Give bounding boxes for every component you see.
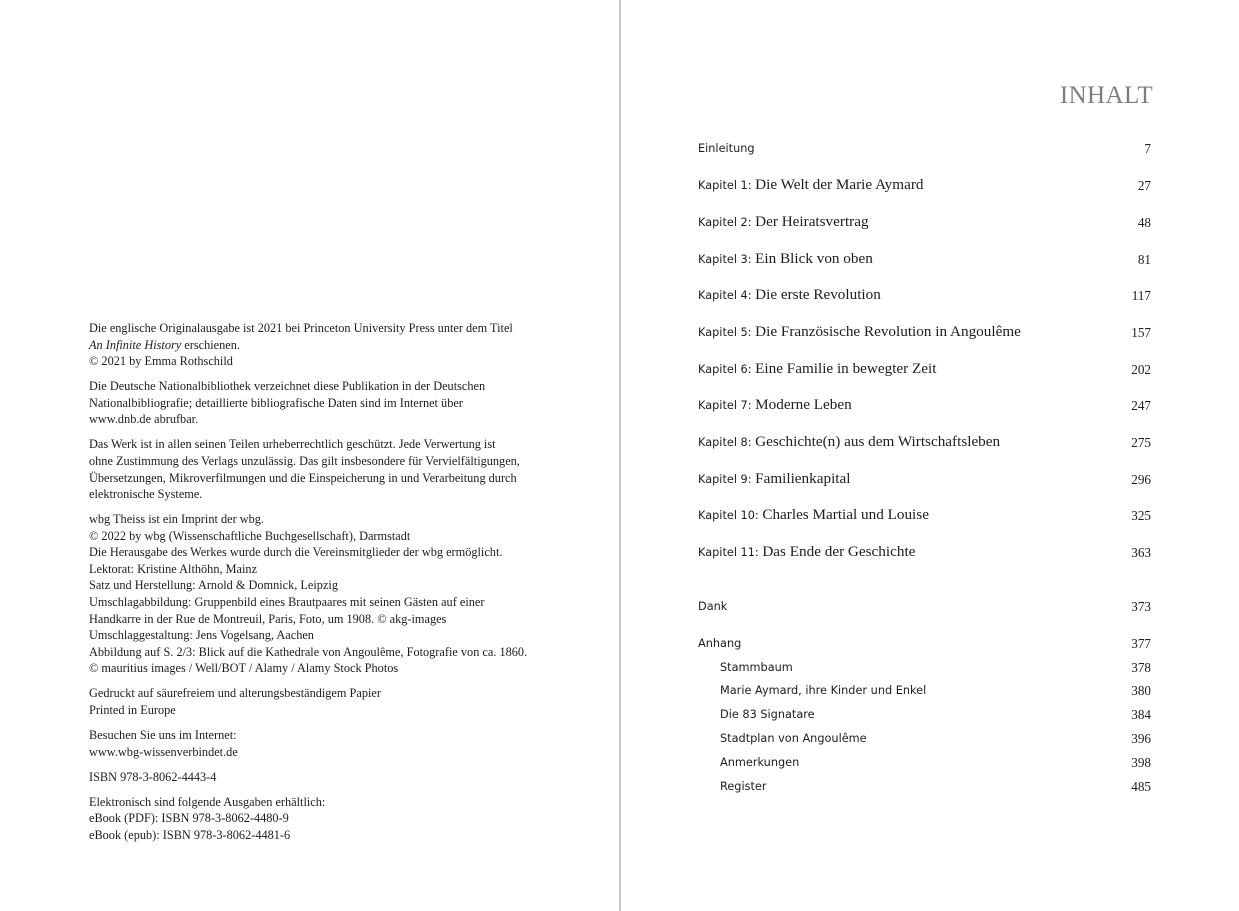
toc-entry-label: Einleitung bbox=[698, 142, 755, 155]
toc-page-number: 377 bbox=[1131, 636, 1151, 651]
printing-block bbox=[89, 685, 559, 718]
toc-subentry-label: Stammbaum bbox=[720, 661, 793, 674]
toc-chapter-title: Charles Martial und Louise bbox=[762, 506, 929, 523]
imprint-line: Die englische Originalausgabe ist 2021 bei Princeton University Press unter dem Titel bbox=[89, 321, 513, 335]
toc-chapter-title: Geschichte(n) aus dem Wirtschaftsleben bbox=[755, 433, 1001, 450]
imprint-line: Umschlaggestaltung: Jens Vogelsang, Aachen bbox=[89, 628, 314, 643]
ebook-block bbox=[89, 794, 559, 844]
toc-chapter-title: Moderne Leben bbox=[755, 396, 852, 413]
toc-chapter-number: Kapitel 11: bbox=[698, 546, 763, 559]
isbn-block bbox=[89, 769, 559, 786]
toc-page-number: 485 bbox=[1131, 779, 1151, 794]
toc-entry bbox=[698, 358, 1151, 382]
imprint-line: Die Deutsche Nationalbibliothek verzeichnet diese Publikation in der Deutschen bbox=[89, 379, 486, 394]
toc-subentry-label: Register bbox=[720, 780, 767, 793]
imprint-line: Handkarre in der Rue de Montreuil, Paris, Foto, um 1908. © akg-images bbox=[89, 611, 447, 626]
toc-subentry-label: Stadtplan von Angoulême bbox=[720, 732, 867, 745]
toc-page-number: 380 bbox=[1131, 683, 1151, 698]
toc-chapter-number: Kapitel 7: bbox=[698, 399, 756, 412]
toc-subentry bbox=[720, 751, 1151, 775]
toc-chapter-number: Kapitel 1: bbox=[698, 179, 756, 192]
original-edition-block bbox=[89, 320, 559, 370]
imprint-line: Umschlagabbildung: Gruppenbild eines Brautpaares mit seinen Gästen auf einer bbox=[89, 595, 485, 610]
bibliography-block bbox=[89, 378, 559, 428]
toc-chapter-title: Das Ende der Geschichte bbox=[762, 543, 916, 560]
toc-entry bbox=[698, 541, 1151, 565]
toc-chapter-number: Kapitel 9: bbox=[698, 473, 756, 486]
toc-subentry-label: Die 83 Signatare bbox=[720, 708, 815, 721]
toc-chapter-number: Kapitel 4: bbox=[698, 289, 756, 302]
toc-chapter-number: Kapitel 10: bbox=[698, 509, 763, 522]
imprint-line: Das Werk ist in allen seinen Teilen urheberrechtlich geschützt. Jede Verwertung ist bbox=[89, 437, 496, 452]
toc-page-number: 398 bbox=[1131, 755, 1151, 770]
toc-chapter-number: Kapitel 2: bbox=[698, 216, 756, 229]
imprint-line: Nationalbibliografie; detaillierte bibliografische Daten sind im Internet über bbox=[89, 395, 463, 410]
imprint-line: Satz und Herstellung: Arnold & Domnick, Leipzig bbox=[89, 578, 338, 593]
toc-chapter-number: Kapitel 5: bbox=[698, 326, 756, 339]
toc-chapter-title: Ein Blick von oben bbox=[755, 250, 873, 267]
toc-page-number: 81 bbox=[1137, 252, 1151, 267]
imprint-line: Die Herausgabe des Werkes wurde durch die Vereinsmitglieder der wbg ermöglicht. bbox=[89, 545, 503, 560]
toc-page-number: 325 bbox=[1131, 508, 1151, 523]
website-url: www.wbg-wissenverbindet.de bbox=[89, 744, 238, 759]
toc-subentry-label: Anmerkungen bbox=[720, 756, 800, 769]
toc-subentry bbox=[720, 656, 1151, 680]
imprint-line: eBook (epub): ISBN 978-3-8062-4481-6 bbox=[89, 827, 291, 842]
toc-page-number: 373 bbox=[1131, 599, 1151, 614]
isbn: ISBN 978-3-8062-4443-4 bbox=[89, 769, 217, 784]
toc-page-number: 27 bbox=[1137, 178, 1151, 193]
original-title: An Infinite History bbox=[89, 337, 182, 352]
toc-page-number: 296 bbox=[1131, 472, 1151, 487]
imprint-line: wbg Theiss ist ein Imprint der wbg. bbox=[89, 512, 264, 527]
toc-entry bbox=[698, 468, 1151, 492]
toc-entry-label: Dank bbox=[698, 600, 728, 613]
toc-entry bbox=[698, 137, 1151, 161]
toc-page-number: 117 bbox=[1131, 288, 1151, 303]
imprint-line-title: An Infinite History erschienen. bbox=[89, 337, 240, 352]
toc-page-number: 202 bbox=[1131, 362, 1151, 377]
toc-heading: INHALT bbox=[1059, 82, 1153, 109]
toc-entry bbox=[698, 504, 1151, 528]
toc-chapter-title: Die erste Revolution bbox=[755, 286, 881, 303]
toc-page bbox=[622, 0, 1239, 911]
imprint-line: eBook (PDF): ISBN 978-3-8062-4480-9 bbox=[89, 811, 289, 826]
toc-page-number: 247 bbox=[1131, 398, 1151, 413]
imprint-line: © mauritius images / Well/BOT / Alamy / Alamy Stock Photos bbox=[89, 661, 399, 676]
toc-chapter-title: Die Welt der Marie Aymard bbox=[755, 176, 924, 193]
imprint-line: Lektorat: Kristine Althöhn, Mainz bbox=[89, 561, 258, 576]
toc-page-number: 7 bbox=[1144, 141, 1151, 156]
toc-chapter-title: Der Heiratsvertrag bbox=[755, 213, 869, 230]
toc-subentry bbox=[720, 775, 1151, 799]
toc-entry bbox=[698, 595, 1151, 619]
toc-chapter-title: Die Französische Revolution in Angoulême bbox=[755, 323, 1021, 340]
imprint-text bbox=[89, 320, 559, 852]
toc-entry-label: Anhang bbox=[698, 637, 742, 650]
toc-page-number: 48 bbox=[1137, 215, 1151, 230]
imprint-line: © 2021 by Emma Rothschild bbox=[89, 354, 233, 369]
toc-entry bbox=[698, 632, 1151, 656]
toc-entry bbox=[698, 248, 1151, 272]
toc-page-number: 363 bbox=[1131, 545, 1151, 560]
imprint-line: Printed in Europe bbox=[89, 703, 176, 718]
toc-entry bbox=[698, 394, 1151, 418]
imprint-line: www.dnb.de abrufbar. bbox=[89, 412, 199, 427]
publisher-block bbox=[89, 511, 559, 677]
imprint-line: Besuchen Sie uns im Internet: bbox=[89, 728, 237, 743]
imprint-line: elektronische Systeme. bbox=[89, 487, 203, 502]
toc-entry bbox=[698, 174, 1151, 198]
toc-page-number: 157 bbox=[1131, 325, 1151, 340]
toc-chapter-number: Kapitel 3: bbox=[698, 253, 756, 266]
toc-page-number: 378 bbox=[1131, 660, 1151, 675]
toc-chapter-number: Kapitel 6: bbox=[698, 363, 756, 376]
toc-chapter-title: Familienkapital bbox=[755, 470, 851, 487]
toc-chapter-title: Eine Familie in bewegter Zeit bbox=[755, 360, 937, 377]
toc-subentry bbox=[720, 679, 1151, 703]
imprint-line: Abbildung auf S. 2/3: Blick auf die Kathedrale von Angoulême, Fotografie von ca. 1860. bbox=[89, 644, 528, 659]
copyright-notice-block bbox=[89, 436, 559, 502]
toc-chapter-number: Kapitel 8: bbox=[698, 436, 756, 449]
imprint-line: ohne Zustimmung des Verlags unzulässig. Das gilt insbesondere für Vervielfältigungen, bbox=[89, 453, 520, 468]
toc-entry bbox=[698, 431, 1151, 455]
toc-subentry-label: Marie Aymard, ihre Kinder und Enkel bbox=[720, 684, 927, 697]
toc-entry bbox=[698, 321, 1151, 345]
toc-page-number: 275 bbox=[1131, 435, 1151, 450]
imprint-line: Übersetzungen, Mikroverfilmungen und die Einspeicherung in und Verarbeitung durch bbox=[89, 470, 517, 485]
toc-entry bbox=[698, 211, 1151, 235]
toc-page-number: 384 bbox=[1131, 707, 1151, 722]
website-block bbox=[89, 727, 559, 760]
toc-subentry bbox=[720, 703, 1151, 727]
page-gutter bbox=[619, 0, 621, 911]
imprint-line: © 2022 by wbg (Wissenschaftliche Buchgesellschaft), Darmstadt bbox=[89, 528, 411, 543]
toc-subentry bbox=[720, 727, 1151, 751]
imprint-line: Elektronisch sind folgende Ausgaben erhältlich: bbox=[89, 794, 326, 809]
imprint-line: Gedruckt auf säurefreiem und alterungsbeständigem Papier bbox=[89, 686, 381, 701]
toc-page-number: 396 bbox=[1131, 731, 1151, 746]
toc-entry bbox=[698, 284, 1151, 308]
